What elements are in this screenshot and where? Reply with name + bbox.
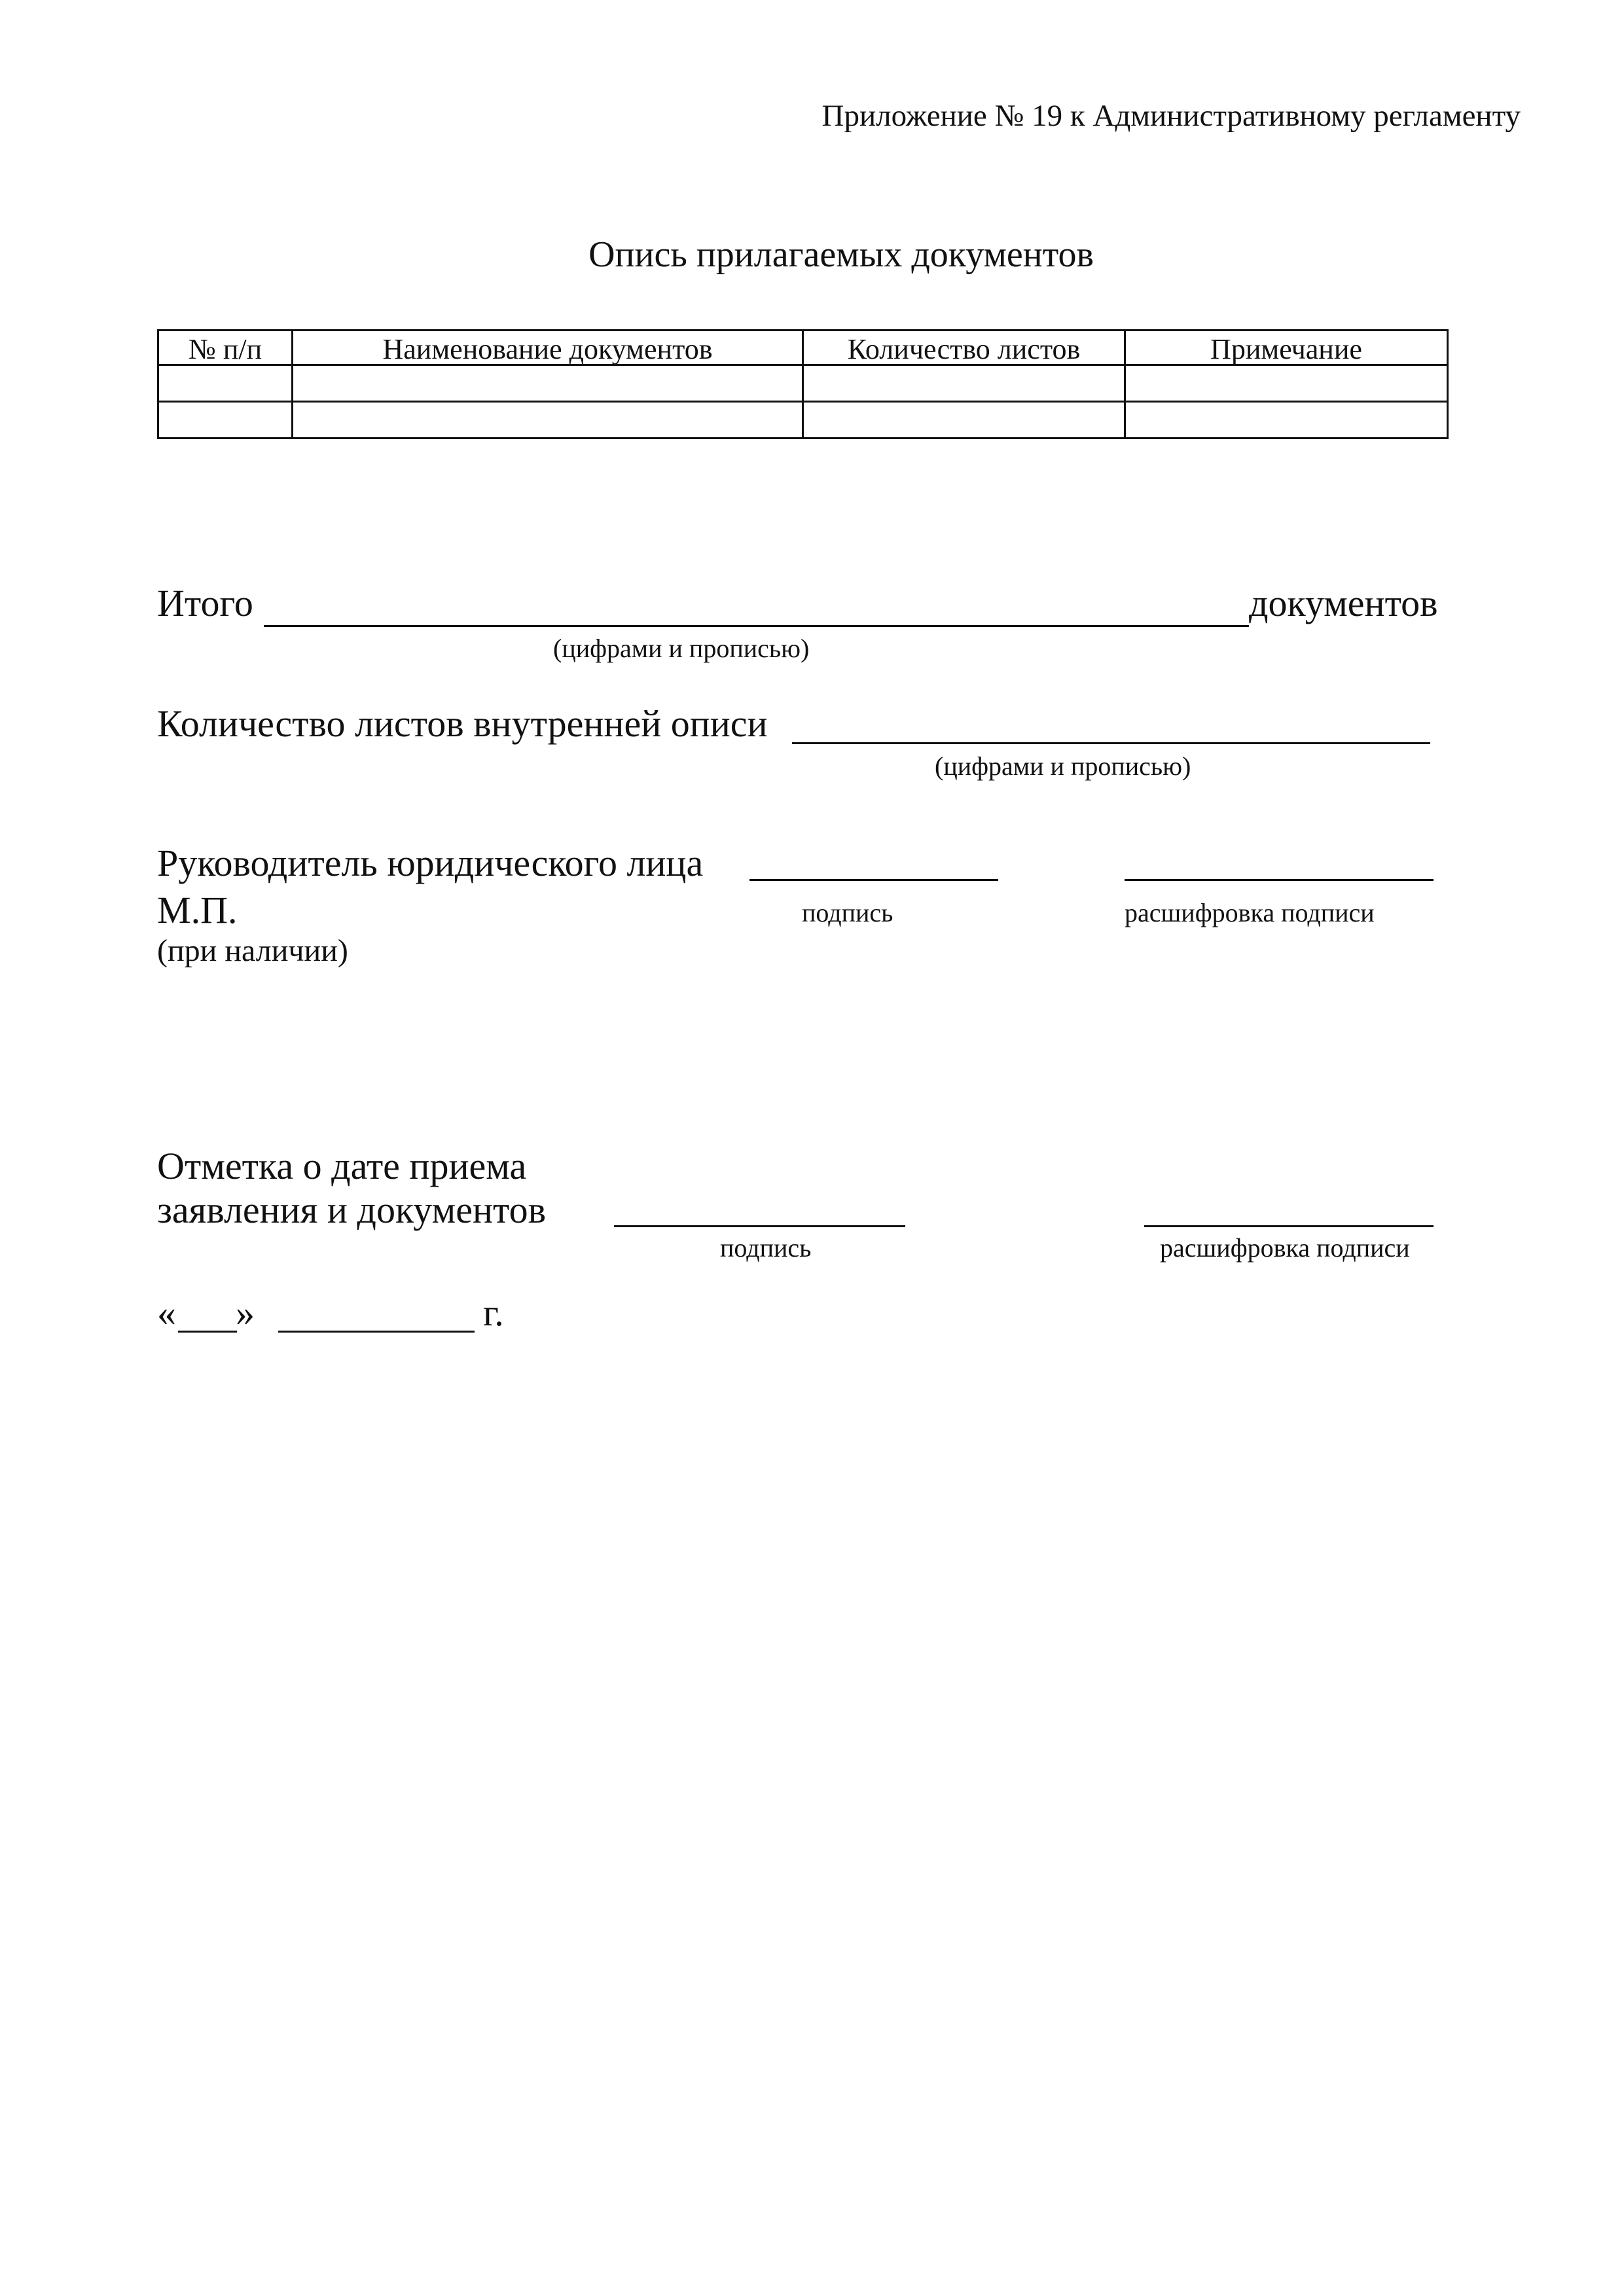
date-month-line[interactable] <box>278 1331 475 1333</box>
date-open-quote: « <box>157 1291 176 1334</box>
table-cell-note[interactable] <box>1125 402 1448 439</box>
date-close-quote: » <box>236 1291 255 1334</box>
appendix-reference: Приложение № 19 к Административному регламенту <box>821 99 1521 133</box>
table-row <box>158 365 1448 402</box>
column-header-note: Примечание <box>1125 331 1448 365</box>
total-suffix: документов <box>1249 582 1438 624</box>
table-cell-number[interactable] <box>158 365 293 402</box>
head-label: Руководитель юридического лица <box>157 842 704 884</box>
column-header-sheets: Количество листов <box>803 331 1125 365</box>
sheets-input-line[interactable] <box>792 742 1430 744</box>
head-signature-line[interactable] <box>749 879 998 881</box>
table-header-row <box>158 331 1448 365</box>
receipt-label-line1: Отметка о дате приема <box>157 1145 527 1187</box>
table-cell-number[interactable] <box>158 402 293 439</box>
receipt-signature-line[interactable] <box>614 1225 905 1227</box>
receipt-label-line2: заявления и документов <box>157 1189 546 1231</box>
head-signature-hint: подпись <box>802 898 893 927</box>
receipt-decoding-hint: расшифровка подписи <box>1160 1233 1410 1263</box>
total-label: Итого <box>157 582 253 624</box>
date-year-suffix: г. <box>483 1291 504 1334</box>
table-cell-name[interactable] <box>293 365 803 402</box>
sheets-label: Количество листов внутренней описи <box>157 702 768 745</box>
table-cell-name[interactable] <box>293 402 803 439</box>
head-decoding-line[interactable] <box>1125 879 1434 881</box>
receipt-signature-hint: подпись <box>720 1233 812 1263</box>
table-row <box>158 402 1448 439</box>
seal-label: М.П. <box>157 889 238 931</box>
head-decoding-hint: расшифровка подписи <box>1125 898 1375 927</box>
total-input-line[interactable] <box>264 625 1249 627</box>
total-hint: (цифрами и прописью) <box>553 634 810 663</box>
date-day-line[interactable] <box>178 1331 237 1333</box>
table-cell-note[interactable] <box>1125 365 1448 402</box>
seal-note: (при наличии) <box>157 933 348 968</box>
table-cell-sheets[interactable] <box>803 402 1125 439</box>
page-title: Опись прилагаемых документов <box>588 234 1094 275</box>
sheets-hint: (цифрами и прописью) <box>935 751 1191 781</box>
receipt-decoding-line[interactable] <box>1144 1225 1434 1227</box>
table-cell-sheets[interactable] <box>803 365 1125 402</box>
column-header-number: № п/п <box>158 331 293 365</box>
column-header-name: Наименование документов <box>293 331 803 365</box>
documents-table <box>157 329 1449 439</box>
